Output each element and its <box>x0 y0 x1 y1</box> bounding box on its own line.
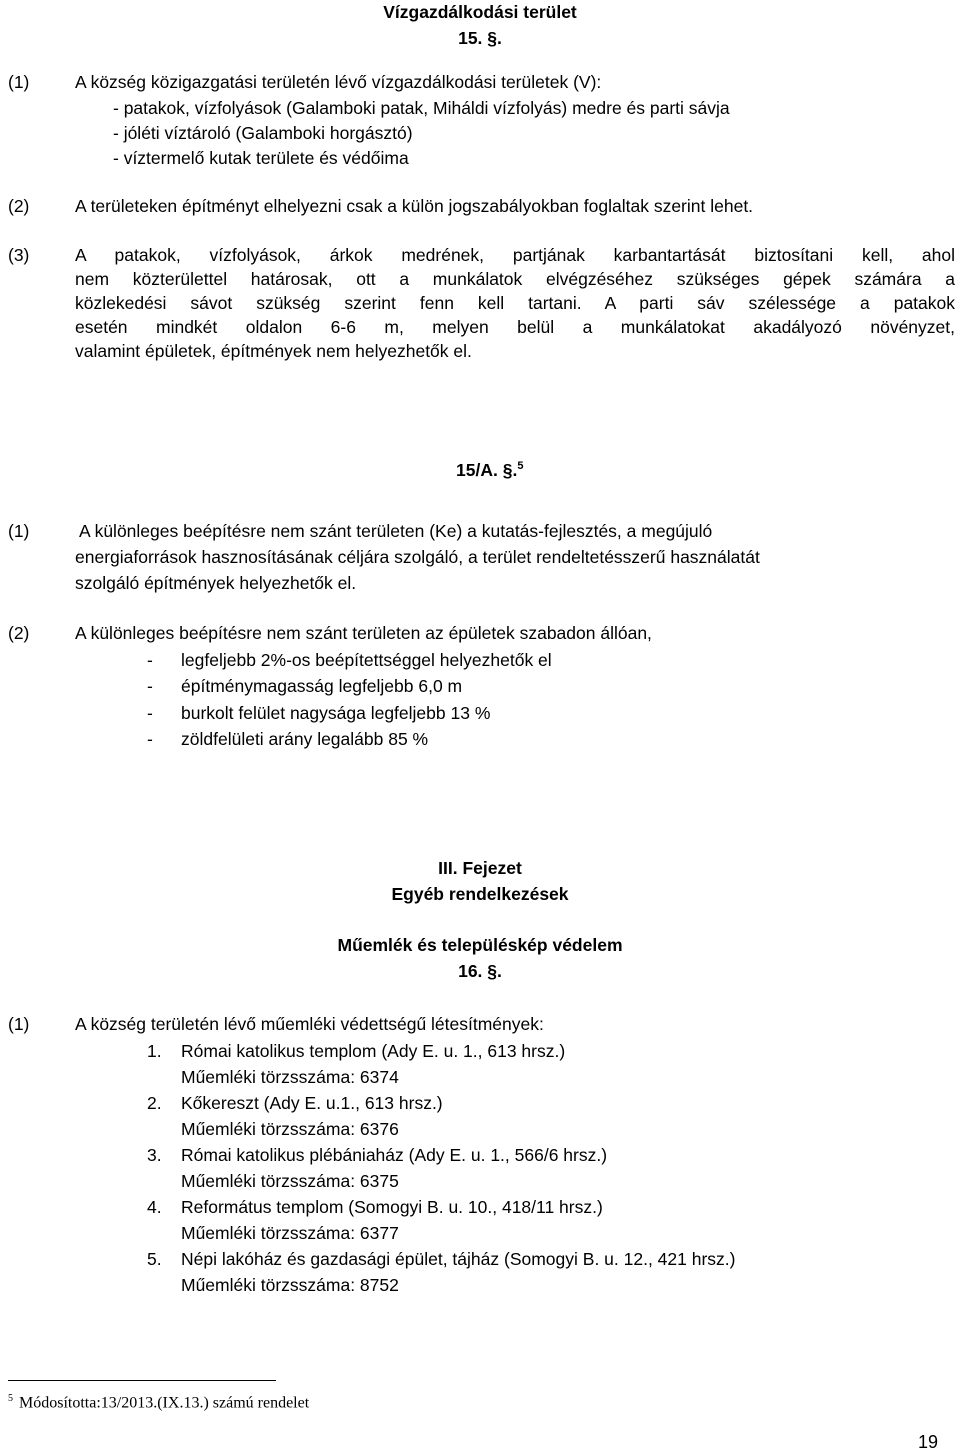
chapter-subtitle: Egyéb rendelkezések <box>391 884 569 904</box>
section-title: Vízgazdálkodási terület <box>383 2 577 22</box>
bullet-dash: - <box>147 703 153 723</box>
paragraph-text: A patakok, vízfolyások, árkok medrének, partjának karbantartását biztosítani kell, ahol <box>75 245 955 265</box>
paragraph-number: (1) <box>8 521 30 541</box>
paragraph-number: (1) <box>8 72 30 92</box>
monument-registry: Műemléki törzsszáma: 8752 <box>181 1275 399 1295</box>
paragraph-text: szolgáló építmények helyezhetők el. <box>75 573 357 593</box>
paragraph-text: nem közterülettel határosak, ott a munkálatok elvégzéséhez szükséges gépek számára a <box>75 269 955 289</box>
monument-name: Kőkereszt (Ady E. u.1., 613 hrsz.) <box>181 1093 443 1113</box>
page-number: 19 <box>918 1432 939 1452</box>
bullet-text: zöldfelületi arány legalább 85 % <box>181 729 429 749</box>
chapter-title: III. Fejezet <box>438 858 522 878</box>
paragraph-text: A község területén lévő műemléki védettségű létesítmények: <box>75 1014 544 1034</box>
section-number <box>0 443 960 496</box>
monument-registry: Műemléki törzsszáma: 6375 <box>181 1171 399 1191</box>
monument-registry: Műemléki törzsszáma: 6377 <box>181 1223 399 1243</box>
paragraph-number: (2) <box>8 196 30 216</box>
monument-name: Népi lakóház és gazdasági épület, tájház (Somogyi B. u. 12., 421 hrsz.) <box>181 1249 736 1269</box>
section-number: 15. §. <box>458 28 502 48</box>
list-item: - víztermelő kutak területe és védőima <box>113 148 409 168</box>
paragraph-text: esetén mindkét oldalon 6-6 m, melyen belül a munkálatokat akadályozó növényzet, <box>75 317 955 337</box>
paragraph-text: valamint épületek, építmények nem helyezhetők el. <box>75 341 472 361</box>
bullet-dash: - <box>147 650 153 670</box>
list-item: - patakok, vízfolyások (Galamboki patak, Miháldi vízfolyás) medre és parti sávja <box>113 98 730 118</box>
paragraph-text: A különleges beépítésre nem szánt területen (Ke) a kutatás-fejlesztés, a megújuló <box>79 521 713 541</box>
monument-name: Római katolikus templom (Ady E. u. 1., 613 hrsz.) <box>181 1041 566 1061</box>
section-number: 16. §. <box>458 961 502 981</box>
paragraph-text: közlekedési sávot szükség szerint fenn kell tartani. A parti sáv szélessége a patakok <box>75 293 955 313</box>
paragraph-number: (3) <box>8 245 30 265</box>
list-number: 5. <box>147 1249 162 1269</box>
list-number: 2. <box>147 1093 162 1113</box>
list-number: 4. <box>147 1197 162 1217</box>
paragraph-text: A község közigazgatási területén lévő vízgazdálkodási területek (V): <box>75 72 602 92</box>
section-number-text: 15/A. §. <box>456 459 518 480</box>
list-number: 3. <box>147 1145 162 1165</box>
footnote-reference: 5 <box>517 459 524 472</box>
paragraph-number: (1) <box>8 1014 30 1034</box>
footnote-separator <box>8 1380 276 1381</box>
bullet-text: burkolt felület nagysága legfeljebb 13 % <box>181 703 491 723</box>
monument-registry: Műemléki törzsszáma: 6374 <box>181 1067 399 1087</box>
monument-registry: Műemléki törzsszáma: 6376 <box>181 1119 399 1139</box>
footnote-mark: 5 <box>8 1393 13 1404</box>
section-title: Műemlék és településkép védelem <box>337 935 623 955</box>
footnote-text: Módosította:13/2013.(IX.13.) számú rendelet <box>19 1394 310 1412</box>
paragraph-text: A területeken építményt elhelyezni csak a külön jogszabályokban foglaltak szerint lehet. <box>75 196 754 216</box>
list-item: - jóléti víztároló (Galamboki horgásztó) <box>113 123 413 143</box>
list-number: 1. <box>147 1041 162 1061</box>
footnote <box>8 1393 309 1412</box>
paragraph-number: (2) <box>8 623 30 643</box>
monument-name: Református templom (Somogyi B. u. 10., 418/11 hrsz.) <box>181 1197 603 1217</box>
bullet-text: legfeljebb 2%-os beépítettséggel helyezhetők el <box>181 650 552 670</box>
monument-name: Római katolikus plébániaház (Ady E. u. 1., 566/6 hrsz.) <box>181 1145 608 1165</box>
bullet-dash: - <box>147 729 153 749</box>
bullet-dash: - <box>147 676 153 696</box>
paragraph-text: energiaforrások hasznosításának céljára szolgáló, a terület rendeltetésszerű használatát <box>75 547 760 567</box>
bullet-text: építménymagasság legfeljebb 6,0 m <box>181 676 463 696</box>
paragraph-text: A különleges beépítésre nem szánt területen az épületek szabadon állóan, <box>75 623 652 643</box>
